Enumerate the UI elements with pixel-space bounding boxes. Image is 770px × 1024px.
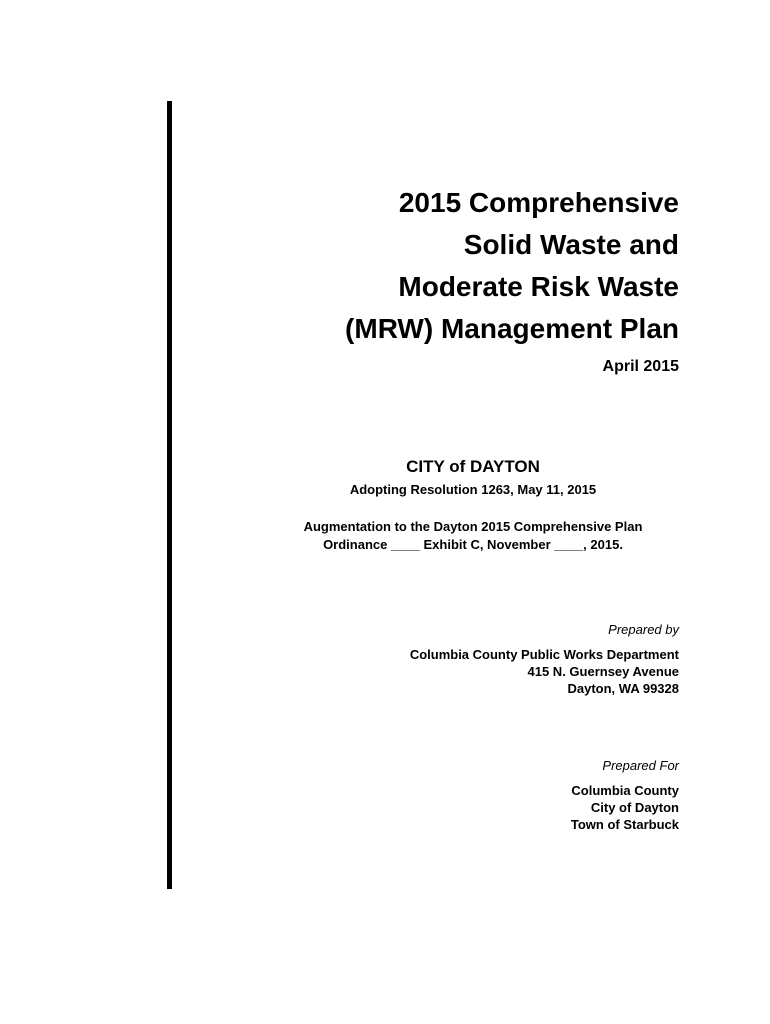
preparer-city: Dayton, WA 99328: [567, 681, 679, 696]
title-line-4: (MRW) Management Plan: [345, 313, 679, 344]
augmentation-line-1: Augmentation to the Dayton 2015 Comprehensive Plan: [303, 519, 643, 534]
title-line-1: 2015 Comprehensive: [398, 187, 679, 218]
title-line-3: Moderate Risk Waste: [398, 271, 679, 302]
document-date: April 2015: [602, 358, 679, 375]
title-line-2: Solid Waste and: [463, 229, 679, 260]
title-block: [219, 182, 679, 378]
prepared-by-label: Prepared by: [608, 622, 679, 637]
recipient-3: Town of Starbuck: [570, 817, 679, 832]
prepared-for-label: Prepared For: [602, 758, 679, 773]
recipient-1: Columbia County: [571, 783, 679, 798]
prepared-by-block: [259, 621, 679, 697]
left-vertical-rule: [167, 101, 172, 889]
preparer-name: Columbia County Public Works Department: [409, 647, 679, 662]
prepared-for-block: [259, 757, 679, 833]
recipient-2: City of Dayton: [590, 800, 679, 815]
augmentation-line-2: Ordinance ____ Exhibit C, November ____, 2015.: [323, 537, 623, 552]
preparer-street: 415 N. Guernsey Avenue: [527, 664, 679, 679]
resolution-line: Adopting Resolution 1263, May 11, 2015: [349, 482, 597, 497]
augmentation-block: [240, 518, 706, 554]
city-heading: CITY of DAYTON: [406, 457, 540, 476]
